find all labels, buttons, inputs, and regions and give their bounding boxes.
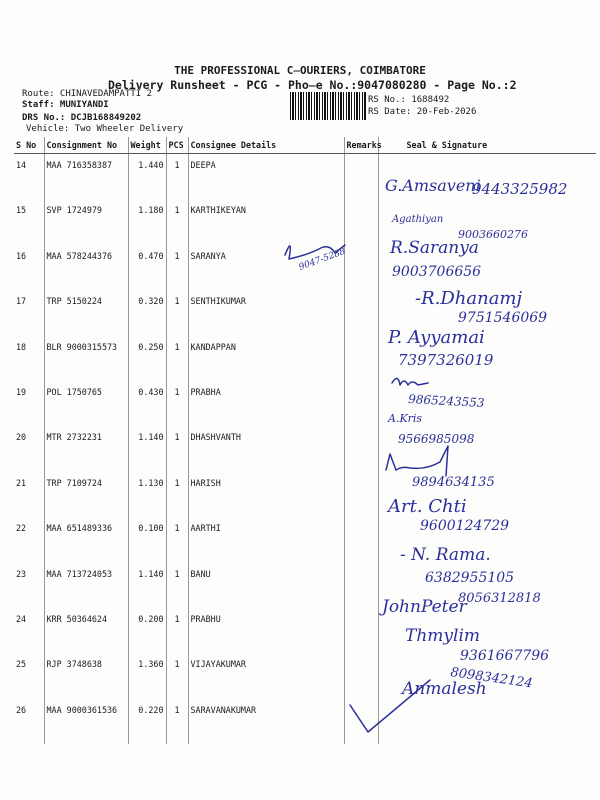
row-consignee: PRABHA bbox=[188, 381, 344, 426]
row-pcs: 1 bbox=[166, 699, 188, 744]
sig-r21 bbox=[386, 446, 448, 476]
row-consignee: HARISH bbox=[188, 472, 344, 517]
col-signature: Seal & Signature bbox=[378, 137, 596, 154]
row-consignment-no: MAA 9000361536 bbox=[44, 699, 128, 744]
phone-r14: 9443325982 bbox=[472, 180, 568, 198]
phone-r20: 9566985098 bbox=[398, 432, 475, 446]
row-sno: 15 bbox=[14, 199, 44, 244]
row-pcs: 1 bbox=[166, 426, 188, 471]
row-sno: 18 bbox=[14, 336, 44, 381]
row-consignee: BANU bbox=[188, 563, 344, 608]
route-label: Route: CHINAVEDAMPATTI 2 bbox=[22, 89, 153, 99]
row-weight: 0.220 bbox=[128, 699, 166, 744]
sig-r24: JohnPeter bbox=[382, 597, 467, 617]
row-weight: 1.130 bbox=[128, 472, 166, 517]
row-pcs: 1 bbox=[166, 653, 188, 698]
sig-r17: -R.Dhanamj bbox=[415, 288, 523, 309]
row-sno: 23 bbox=[14, 563, 44, 608]
row-pcs: 1 bbox=[166, 154, 188, 200]
col-sno: S No bbox=[14, 137, 44, 154]
row-weight: 0.200 bbox=[128, 608, 166, 653]
row-consignment-no: BLR 9000315573 bbox=[44, 336, 128, 381]
row-consignee: KANDAPPAN bbox=[188, 336, 344, 381]
phone-r26: 8098342124 bbox=[449, 665, 534, 692]
row-sno: 16 bbox=[14, 245, 44, 290]
staff-label: Staff: MUNIYANDI bbox=[22, 100, 109, 110]
col-remarks: Remarks bbox=[344, 137, 378, 154]
row-pcs: 1 bbox=[166, 517, 188, 562]
row-sno: 25 bbox=[14, 653, 44, 698]
row-consignee: SARAVANAKUMAR bbox=[188, 699, 344, 744]
row-consignment-no: KRR 50364624 bbox=[44, 608, 128, 653]
row-weight: 0.250 bbox=[128, 336, 166, 381]
row-weight: 1.140 bbox=[128, 426, 166, 471]
row-weight: 0.320 bbox=[128, 290, 166, 335]
row-consignment-no: MAA 578244376 bbox=[44, 245, 128, 290]
drs-number: DRS No.: DCJB168849202 bbox=[22, 113, 142, 123]
row-sno: 20 bbox=[14, 426, 44, 471]
remark-r16: 9047-5288 bbox=[297, 246, 347, 273]
row-consignee: DEEPA bbox=[188, 154, 344, 200]
runsheet-title: Delivery Runsheet - PCG - Pho̶e No.:9047080280 - Page No.:2 bbox=[108, 78, 517, 92]
row-pcs: 1 bbox=[166, 336, 188, 381]
row-weight: 1.140 bbox=[128, 563, 166, 608]
phone-r23: 6382955105 bbox=[425, 570, 515, 586]
phone-r25: 9361667796 bbox=[460, 648, 550, 664]
phone-r22: 9600124729 bbox=[420, 518, 510, 534]
row-consignment-no: TRP 7109724 bbox=[44, 472, 128, 517]
row-weight: 1.360 bbox=[128, 653, 166, 698]
row-sno: 26 bbox=[14, 699, 44, 744]
row-consignee: VIJAYAKUMAR bbox=[188, 653, 344, 698]
row-sno: 17 bbox=[14, 290, 44, 335]
sig-r19 bbox=[392, 378, 428, 385]
sig-r18: P. Ayyamai bbox=[388, 327, 485, 348]
row-weight: 0.100 bbox=[128, 517, 166, 562]
row-consignee: KARTHIKEYAN bbox=[188, 199, 344, 244]
row-consignment-no: POL 1750765 bbox=[44, 381, 128, 426]
sig-r14: G.Amsaveni bbox=[385, 176, 481, 195]
vehicle-label: Vehicle: Two Wheeler Delivery bbox=[26, 124, 184, 134]
row-pcs: 1 bbox=[166, 608, 188, 653]
sig-r22: Art. Chti bbox=[388, 496, 467, 517]
row-pcs: 1 bbox=[166, 563, 188, 608]
row-sno: 19 bbox=[14, 381, 44, 426]
sig-r25: Thmylim bbox=[405, 626, 481, 646]
sig-r20: A.Kris bbox=[388, 412, 423, 425]
row-pcs: 1 bbox=[166, 290, 188, 335]
phone-r17: 9751546069 bbox=[458, 310, 548, 326]
sig-r26: Anmalesh bbox=[402, 679, 487, 699]
row-pcs: 1 bbox=[166, 381, 188, 426]
row-consignment-no: RJP 3748638 bbox=[44, 653, 128, 698]
row-weight: 1.440 bbox=[128, 154, 166, 200]
row-weight: 0.430 bbox=[128, 381, 166, 426]
row-sno: 21 bbox=[14, 472, 44, 517]
row-consignment-no: MAA 713724053 bbox=[44, 563, 128, 608]
phone-r21: 9894634135 bbox=[412, 475, 495, 490]
sig-r15: Agathiyan bbox=[392, 214, 444, 225]
row-consignment-no: MAA 716358387 bbox=[44, 154, 128, 200]
row-consignment-no: TRP 5150224 bbox=[44, 290, 128, 335]
row-weight: 0.470 bbox=[128, 245, 166, 290]
phone-r19: 9865243553 bbox=[407, 392, 485, 410]
row-sno: 22 bbox=[14, 517, 44, 562]
col-consignment: Consignment No bbox=[44, 137, 128, 154]
phone-r16: 9003706656 bbox=[392, 264, 482, 280]
phone-r18: 7397326019 bbox=[398, 351, 494, 369]
row-consignee: DHASHVANTH bbox=[188, 426, 344, 471]
company-name: THE PROFESSIONAL C̶OURIERS, COIMBATORE bbox=[174, 64, 426, 77]
col-consignee: Consignee Details bbox=[188, 137, 344, 154]
row-pcs: 1 bbox=[166, 245, 188, 290]
row-consignee: PRABHU bbox=[188, 608, 344, 653]
rs-date: RS Date: 20-Feb-2026 bbox=[368, 107, 477, 117]
row-consignee: AARTHI bbox=[188, 517, 344, 562]
row-consignment-no: SVP 1724979 bbox=[44, 199, 128, 244]
col-pcs: PCS bbox=[166, 137, 188, 154]
rs-number: RS No.: 1688492 bbox=[368, 95, 450, 105]
sig-r16: R.Saranya bbox=[390, 238, 479, 258]
phone-r24: 8056312818 bbox=[458, 591, 541, 606]
row-consignee: SENTHIKUMAR bbox=[188, 290, 344, 335]
row-sno: 14 bbox=[14, 154, 44, 200]
row-consignment-no: MTR 2732231 bbox=[44, 426, 128, 471]
row-pcs: 1 bbox=[166, 472, 188, 517]
row-consignee: SARANYA bbox=[188, 245, 344, 290]
phone-r15: 9003660276 bbox=[458, 228, 528, 241]
row-pcs: 1 bbox=[166, 199, 188, 244]
row-weight: 1.180 bbox=[128, 199, 166, 244]
sig-r23: - N. Rama. bbox=[400, 545, 491, 565]
row-consignment-no: MAA 651489336 bbox=[44, 517, 128, 562]
col-weight: Weight bbox=[128, 137, 166, 154]
row-sno: 24 bbox=[14, 608, 44, 653]
